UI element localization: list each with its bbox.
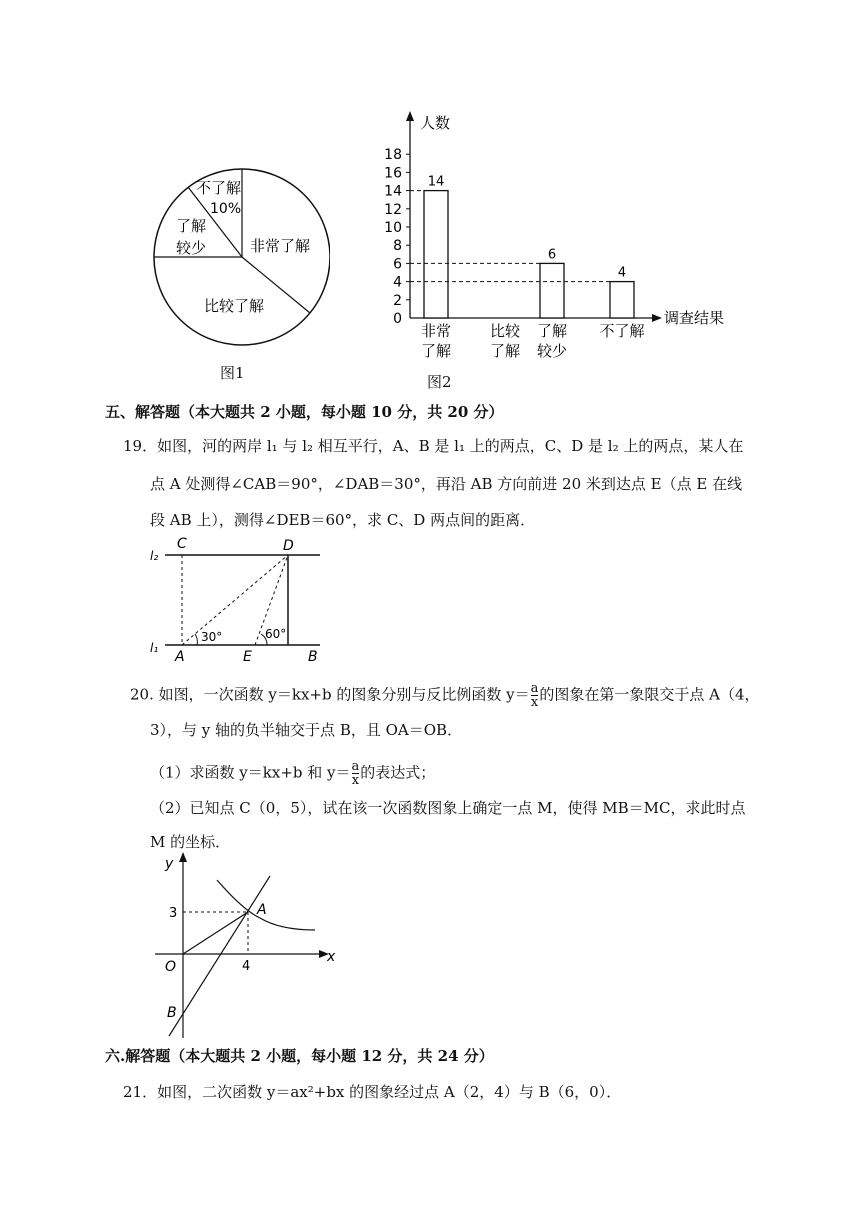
fraction-a-over-x — [531, 682, 539, 709]
category-label: 了解 — [536, 322, 568, 340]
q20-sub2-cont: M 的坐标． — [150, 833, 231, 851]
q20-line1 — [130, 682, 760, 709]
q20-line2: 3），与 y 轴的负半轴交于点 B，且 OA＝OB． — [150, 721, 463, 739]
point-a: A — [175, 649, 185, 665]
bar-chart — [370, 108, 740, 368]
x-axis-arrow — [652, 314, 662, 322]
section-5-title: 五、解答题（本大题共 2 小题，每小题 10 分，共 20 分） — [105, 403, 504, 421]
pie-chart-figure — [140, 155, 330, 355]
x-label: x — [327, 949, 336, 965]
q20-sub1-end: 的表达式； — [360, 763, 436, 782]
slice-label-liaojie: 了解 — [176, 217, 207, 235]
point-c: C — [177, 536, 187, 552]
y-axis-arrow — [179, 852, 187, 862]
bar — [540, 263, 564, 318]
y-label: y — [165, 856, 174, 872]
y-tick-label: 0 — [393, 311, 402, 327]
category-label: 不了解 — [599, 322, 645, 340]
y-tick-label: 6 — [393, 256, 402, 273]
bar-data-label: 4 — [617, 265, 627, 281]
point-b: B — [167, 1005, 177, 1021]
q20-sub1 — [150, 760, 435, 787]
label-l1: l₁ — [150, 641, 159, 655]
tick-4: 4 — [242, 959, 251, 974]
point-b: B — [308, 649, 318, 665]
section-6-title: 六.解答题（本大题共 2 小题，每小题 12 分，共 24 分） — [105, 1047, 494, 1065]
fraction-numerator: a — [351, 759, 360, 774]
angle-arc-30 — [195, 634, 197, 645]
fig1-caption: 图1 — [220, 364, 245, 382]
q20-line1-start: 20. 如图，一次函数 y＝kx+b 的图象分别与反比例函数 y＝ — [130, 685, 530, 704]
point-e: E — [243, 649, 252, 665]
linear-function-line — [169, 876, 270, 1036]
point-d: D — [283, 538, 294, 554]
y-tick-label: 4 — [393, 274, 402, 291]
slice-label-feichang: 非常了解 — [250, 237, 311, 255]
segment-oa — [183, 912, 248, 954]
y-axis-label: 人数 — [420, 114, 451, 132]
angle-60-label: 60° — [265, 627, 287, 641]
point-a: A — [257, 902, 267, 918]
slice-label-buliaojie: 不了解 — [196, 179, 242, 197]
x-axis-label: 调查结果 — [664, 309, 725, 327]
q20-sub1-start: （1）求函数 y＝kx+b 和 y＝ — [150, 763, 351, 782]
q19-line1: 19．如图，河的两岸 l₁ 与 l₂ 相互平行，A、B 是 l₁ 上的两点，C、D 是 l₂ 上的两点，某人在 — [123, 437, 744, 455]
label-l2: l₂ — [150, 549, 159, 563]
q19-line2: 点 A 处测得∠CAB＝90°，∠DAB＝30°，再沿 AB 方向前进 20 米到达点 E（点 E 在线 — [150, 475, 743, 493]
bar-data-label: 14 — [427, 174, 445, 190]
origin-label: O — [165, 959, 177, 975]
q19-figure — [145, 530, 330, 665]
y-tick-label: 18 — [384, 147, 402, 164]
category-label: 非常 — [420, 322, 452, 340]
y-tick-label: 16 — [384, 165, 402, 182]
q20-figure — [155, 848, 345, 1043]
category-label: 了解 — [420, 342, 452, 360]
bar — [610, 282, 634, 318]
y-tick-label: 12 — [384, 201, 402, 218]
fraction-denominator: x — [351, 773, 360, 788]
y-tick-label: 8 — [393, 238, 402, 255]
q21-line1: 21．如图，二次函数 y＝ax²+bx 的图象经过点 A（2，4）与 B（6，0）． — [123, 1083, 622, 1101]
fraction-denominator: x — [530, 695, 539, 710]
bar — [424, 191, 448, 318]
tick-3: 3 — [169, 906, 178, 921]
angle-30-label: 30° — [201, 630, 223, 644]
q19-line3: 段 AB 上），测得∠DEB＝60°，求 C、D 两点间的距离． — [150, 511, 536, 529]
slice-label-pct: 10% — [210, 201, 242, 217]
y-axis-arrow — [406, 111, 414, 121]
fraction-a-over-x — [352, 760, 360, 787]
y-tick-label: 14 — [384, 183, 402, 200]
q20-sub2: （2）已知点 C（0，5），试在该一次函数图象上确定一点 M，使得 MB＝MC，求此时点 — [150, 799, 746, 817]
category-label: 比较 — [489, 322, 521, 340]
category-label: 了解 — [489, 342, 521, 360]
fraction-numerator: a — [530, 681, 539, 696]
bar-data-label: 6 — [547, 247, 557, 263]
slice-label-bijiao: 比较了解 — [204, 297, 265, 315]
y-tick-label: 2 — [393, 292, 402, 309]
q20-line1-end: 的图象在第一象限交于点 A（4， — [539, 685, 760, 704]
y-tick-label: 10 — [384, 220, 402, 236]
fig2-caption: 图2 — [427, 373, 452, 391]
slice-label-jiaoshao: 较少 — [176, 239, 207, 257]
category-label: 较少 — [536, 342, 568, 360]
